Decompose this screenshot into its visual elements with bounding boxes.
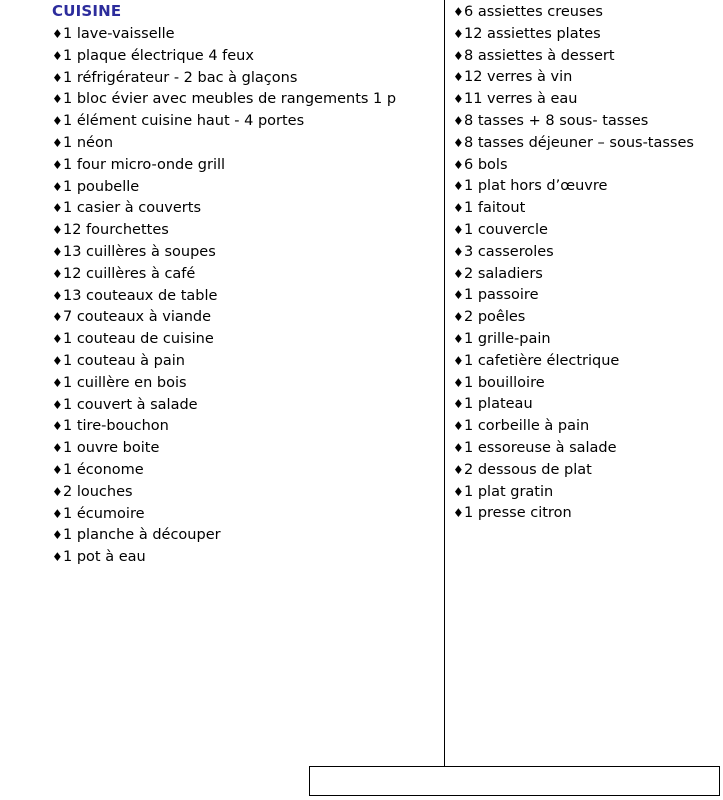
list-item [52,504,444,526]
diamond-bullet-icon: ♦ [453,484,464,499]
diamond-bullet-icon: ♦ [52,397,63,412]
diamond-bullet-icon: ♦ [52,27,63,41]
list-item [52,525,444,547]
list-item [52,307,444,329]
diamond-bullet-icon: ♦ [453,70,464,85]
diamond-bullet-icon: ♦ [52,135,63,150]
list-item-label: 2 saladiers [464,265,543,282]
diamond-bullet-icon: ♦ [52,157,63,172]
list-item [453,264,723,286]
diamond-bullet-icon: ♦ [453,222,464,237]
diamond-bullet-icon: ♦ [52,506,63,521]
list-item [453,351,723,373]
diamond-bullet-icon: ♦ [52,419,63,434]
list-item-label: 12 assiettes plates [464,25,601,42]
diamond-bullet-icon: ♦ [453,440,464,455]
list-item [453,89,723,111]
list-item-label: 1 néon [63,134,114,151]
list-item-label: 3 casseroles [464,243,554,260]
list-item [52,46,444,68]
list-item-label: 1 corbeille à pain [464,418,590,435]
list-item-label: 2 louches [63,483,133,500]
diamond-bullet-icon: ♦ [453,397,464,412]
list-item [52,482,444,504]
list-item [453,46,723,68]
list-item [52,133,444,155]
list-item [453,438,723,460]
list-item-label: 1 faitout [464,200,526,217]
list-item-label: 1 bouilloire [464,374,545,391]
list-item [453,220,723,242]
diamond-bullet-icon: ♦ [453,310,464,325]
list-item [52,547,444,569]
list-item [52,198,444,220]
diamond-bullet-icon: ♦ [52,550,63,565]
list-item-label: 1 plaque électrique 4 feux [63,47,254,64]
list-item [453,373,723,395]
diamond-bullet-icon: ♦ [453,266,464,281]
diamond-bullet-icon: ♦ [52,288,63,303]
list-item [52,242,444,264]
list-item-label: 1 élément cuisine haut - 4 portes [63,113,305,130]
list-item [52,460,444,482]
list-item-label: 1 économe [63,461,144,478]
diamond-bullet-icon: ♦ [52,332,63,347]
diamond-bullet-icon: ♦ [453,331,464,346]
list-item [52,177,444,199]
diamond-bullet-icon: ♦ [453,506,464,521]
list-item [52,220,444,242]
diamond-bullet-icon: ♦ [52,266,63,281]
left-item-list [52,24,444,569]
list-item-label: 1 cafetière électrique [464,352,620,369]
diamond-bullet-icon: ♦ [453,353,464,368]
list-item-label: 1 cuillère en bois [63,374,187,391]
list-item-label: 1 réfrigérateur - 2 bac à glaçons [63,69,298,86]
diamond-bullet-icon: ♦ [52,114,63,129]
list-item-label: 1 pot à eau [63,549,146,566]
list-item-label: 1 planche à découper [63,527,221,544]
list-item-label: 1 plat gratin [464,483,554,500]
right-column [444,0,723,569]
list-item-label: 2 poêles [464,309,526,326]
list-item-label: 13 cuillères à soupes [63,243,216,260]
list-item-label: 1 poubelle [63,178,140,195]
list-item-label: 1 grille-pain [464,330,551,347]
list-item [453,242,723,264]
diamond-bullet-icon: ♦ [52,70,63,85]
list-item-label: 1 plateau [464,396,533,413]
diamond-bullet-icon: ♦ [52,310,63,325]
diamond-bullet-icon: ♦ [52,92,63,107]
list-item [453,329,723,351]
diamond-bullet-icon: ♦ [453,244,464,259]
list-item [453,133,723,155]
list-item-label: 1 passoire [464,287,539,304]
list-item-label: 7 couteaux à viande [63,309,212,326]
list-item [453,2,723,24]
diamond-bullet-icon: ♦ [453,375,464,390]
diamond-bullet-icon: ♦ [453,26,464,41]
list-item-label: 1 casier à couverts [63,200,201,217]
list-item-label: 8 tasses déjeuner – sous-tasses [464,134,694,151]
list-item-label: 1 tire-bouchon [63,418,169,435]
list-item-label: 11 verres à eau [464,91,578,108]
list-item [52,264,444,286]
list-item [52,111,444,133]
diamond-bullet-icon: ♦ [52,441,63,456]
diamond-bullet-icon: ♦ [52,484,63,499]
diamond-bullet-icon: ♦ [52,462,63,477]
list-item [453,503,723,525]
diamond-bullet-icon: ♦ [453,288,464,303]
diamond-bullet-icon: ♦ [453,92,464,107]
list-item [453,416,723,438]
diamond-bullet-icon: ♦ [453,419,464,434]
diamond-bullet-icon: ♦ [453,157,464,172]
list-item [453,67,723,89]
list-item [453,155,723,177]
list-item [52,395,444,417]
list-item [453,285,723,307]
list-item-label: 12 cuillères à café [63,265,196,282]
list-item [453,111,723,133]
list-item [52,329,444,351]
signature-box [309,766,720,796]
diamond-bullet-icon: ♦ [52,353,63,368]
diamond-bullet-icon: ♦ [453,462,464,477]
diamond-bullet-icon: ♦ [453,201,464,216]
diamond-bullet-icon: ♦ [52,528,63,543]
diamond-bullet-icon: ♦ [52,223,63,238]
list-item-label: 1 couteau à pain [63,352,185,369]
list-item-label: 2 dessous de plat [464,461,592,478]
list-item [52,416,444,438]
diamond-bullet-icon: ♦ [52,48,63,63]
list-item [453,24,723,46]
list-item [52,68,444,90]
list-item [453,198,723,220]
right-item-list [453,2,723,525]
list-item-label: 12 verres à vin [464,69,573,86]
list-item-label: 1 lave-vaisselle [63,26,175,42]
list-item-label: 1 presse citron [464,505,572,522]
list-item-label: 1 couvercle [464,221,548,238]
list-item [453,460,723,482]
left-column [0,0,444,569]
list-item [52,89,444,111]
list-item-label: 12 fourchettes [63,222,169,239]
list-item [52,24,444,46]
list-item-label: 8 assiettes à dessert [464,47,615,64]
list-item-label: 8 tasses + 8 sous- tasses [464,112,649,129]
list-item-label: 1 essoreuse à salade [464,439,617,456]
list-item-label: 1 ouvre boite [63,440,160,457]
diamond-bullet-icon: ♦ [52,244,63,259]
list-item [52,438,444,460]
list-item-label: 1 four micro-onde grill [63,156,226,173]
diamond-bullet-icon: ♦ [453,5,464,19]
list-item [52,351,444,373]
list-item-label: 13 couteaux de table [63,287,218,304]
diamond-bullet-icon: ♦ [52,201,63,216]
list-item-label: 1 plat hors d’œuvre [464,178,608,195]
list-item [453,394,723,416]
diamond-bullet-icon: ♦ [453,113,464,128]
diamond-bullet-icon: ♦ [52,375,63,390]
diamond-bullet-icon: ♦ [453,179,464,194]
list-item [453,176,723,198]
list-item-label: 1 couteau de cuisine [63,331,214,348]
list-item [453,482,723,504]
diamond-bullet-icon: ♦ [453,135,464,150]
list-item-label: 6 assiettes creuses [464,4,603,20]
list-item [52,373,444,395]
list-item-label: 1 bloc évier avec meubles de rangements 1 p [63,91,397,108]
list-item [52,155,444,177]
list-item-label: 1 écumoire [63,505,145,522]
list-item [453,307,723,329]
diamond-bullet-icon: ♦ [453,48,464,63]
page-title: CUISINE [52,2,122,20]
list-item-label: 1 couvert à salade [63,396,198,413]
diamond-bullet-icon: ♦ [52,179,63,194]
list-item [52,286,444,308]
list-item-label: 6 bols [464,156,508,173]
